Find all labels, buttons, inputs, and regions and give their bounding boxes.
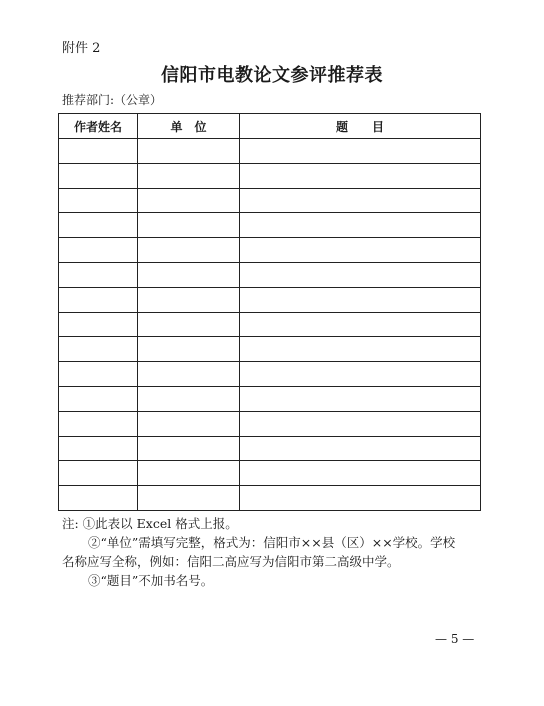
table-cell xyxy=(59,362,138,387)
table-cell xyxy=(240,411,481,436)
table-cell xyxy=(240,139,481,164)
table-cell xyxy=(138,139,240,164)
page-number: — 5 — xyxy=(435,632,475,646)
recommending-department-label: 推荐部门:（公章） xyxy=(62,93,163,107)
table-cell xyxy=(138,386,240,411)
table-cell xyxy=(59,312,138,337)
table-cell xyxy=(240,461,481,486)
table-cell xyxy=(59,262,138,287)
table-row xyxy=(59,238,481,263)
table-cell xyxy=(240,312,481,337)
table-cell xyxy=(59,386,138,411)
table-cell xyxy=(138,238,240,263)
table-cell xyxy=(138,411,240,436)
table-cell xyxy=(240,287,481,312)
table-cell xyxy=(240,213,481,238)
note-line-4: ③“题目”不加书名号。 xyxy=(88,573,214,588)
table-row xyxy=(59,163,481,188)
header-title: 题 目 xyxy=(240,114,481,139)
table-cell xyxy=(59,486,138,511)
table-cell xyxy=(59,188,138,213)
table-cell xyxy=(138,337,240,362)
note-line-1: 注: ①此表以 Excel 格式上报。 xyxy=(62,516,238,531)
table-cell xyxy=(138,188,240,213)
table-row xyxy=(59,188,481,213)
table-cell xyxy=(138,287,240,312)
table-cell xyxy=(59,163,138,188)
table-cell xyxy=(138,486,240,511)
table-cell xyxy=(240,362,481,387)
table-row xyxy=(59,287,481,312)
table-cell xyxy=(59,461,138,486)
table-cell xyxy=(240,238,481,263)
table-cell xyxy=(59,213,138,238)
table-cell xyxy=(138,312,240,337)
table-cell xyxy=(240,188,481,213)
table-cell xyxy=(138,213,240,238)
recommendation-table xyxy=(58,113,481,511)
table-cell xyxy=(138,262,240,287)
table-cell xyxy=(138,163,240,188)
table-row xyxy=(59,139,481,164)
table-row xyxy=(59,362,481,387)
note-line-3: 名称应写全称，例如：信阳二高应写为信阳市第二高级中学。 xyxy=(62,554,400,569)
table-row xyxy=(59,386,481,411)
table-cell xyxy=(240,337,481,362)
table-cell xyxy=(240,486,481,511)
table-cell xyxy=(138,461,240,486)
table-row xyxy=(59,486,481,511)
table-row xyxy=(59,337,481,362)
document-title: 信阳市电教论文参评推荐表 xyxy=(161,65,383,86)
table-cell xyxy=(59,436,138,461)
table-row xyxy=(59,262,481,287)
table-row xyxy=(59,411,481,436)
table-cell xyxy=(59,337,138,362)
table-cell xyxy=(240,436,481,461)
header-author-name: 作者姓名 xyxy=(59,114,138,139)
table-row xyxy=(59,213,481,238)
table-row xyxy=(59,312,481,337)
table-cell xyxy=(240,386,481,411)
table-cell xyxy=(240,163,481,188)
table-cell xyxy=(138,436,240,461)
table-row xyxy=(59,436,481,461)
attachment-label: 附件 2 xyxy=(62,41,101,56)
table-cell xyxy=(138,362,240,387)
table-header-row xyxy=(59,114,481,139)
table-row xyxy=(59,461,481,486)
table-cell xyxy=(59,287,138,312)
table-cell xyxy=(59,139,138,164)
header-unit: 单 位 xyxy=(138,114,240,139)
table-cell xyxy=(59,411,138,436)
table-cell xyxy=(240,262,481,287)
table-cell xyxy=(59,238,138,263)
note-line-2: ②“单位”需填写完整，格式为：信阳市××县（区）××学校。学校 xyxy=(88,535,456,550)
notes-section xyxy=(62,514,482,590)
